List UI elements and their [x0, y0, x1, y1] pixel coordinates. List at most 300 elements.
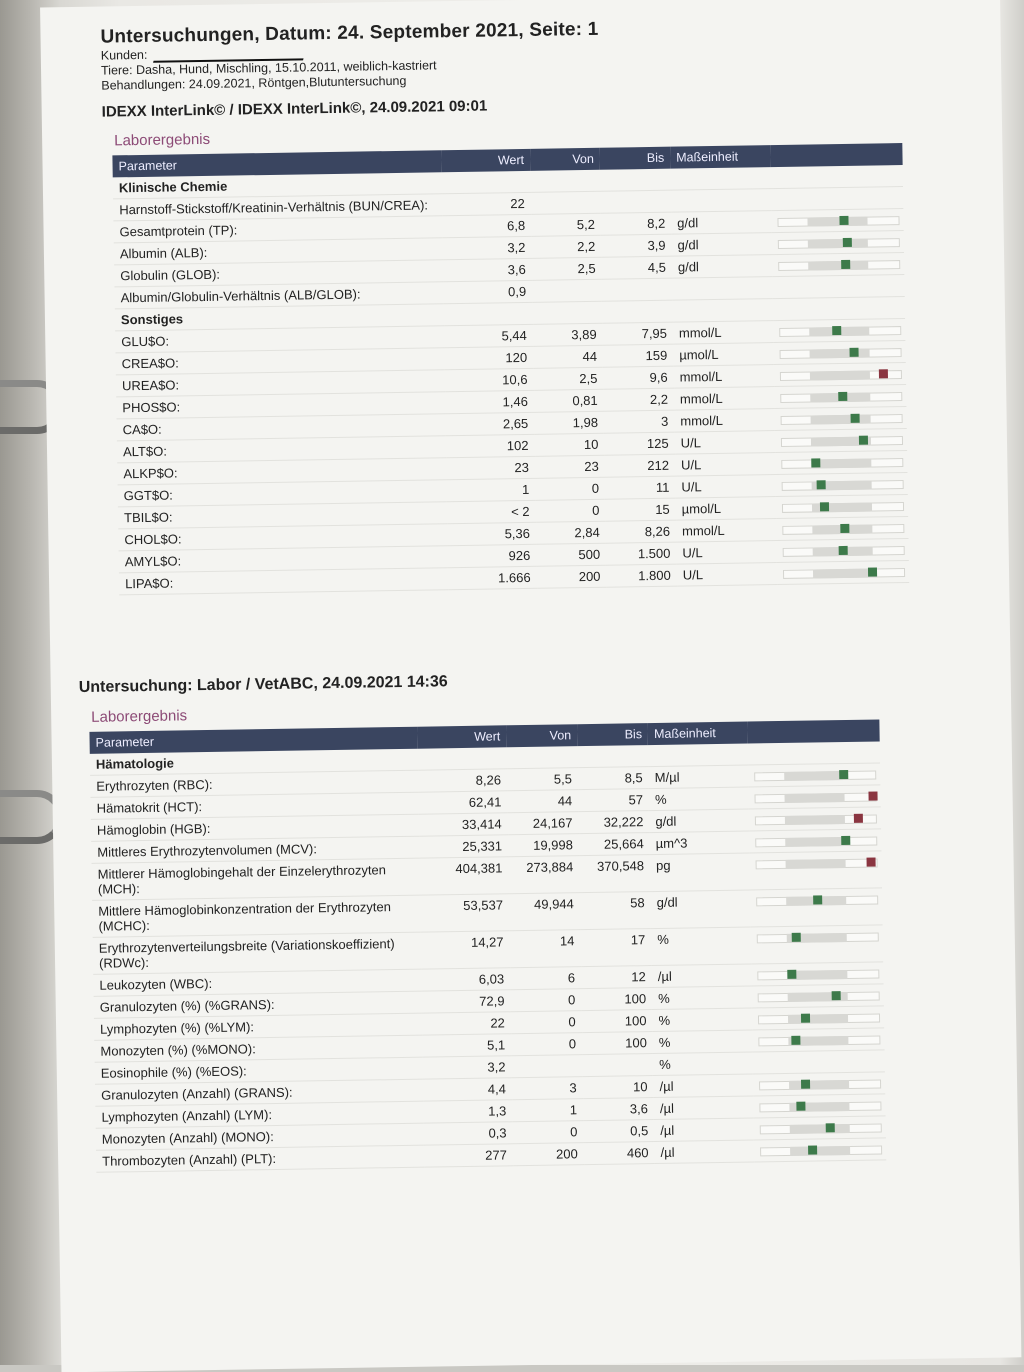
normal-range-band [785, 837, 845, 847]
range-max-cell: 8,2 [601, 212, 672, 235]
parameter-name: Monozyten (Anzahl) (MONO): [96, 1123, 424, 1150]
unit-cell [672, 277, 773, 301]
normal-value-marker [838, 392, 847, 401]
high-value-marker [868, 791, 877, 800]
unit-cell: mmol/L [673, 321, 774, 345]
range-indicator [759, 1077, 879, 1089]
range-min-cell: 2,5 [533, 367, 603, 390]
range-min-cell: 0,81 [534, 389, 604, 412]
parameter-name: ALKP$O: [117, 458, 446, 485]
parameter-name: Harnstoff-Stickstoff/Kreatinin-Verhältnis (BUN/CREA): [113, 194, 442, 221]
parameter-name: Globulin (GLOB): [114, 260, 443, 287]
normal-range-band [807, 217, 867, 227]
normal-value-marker [841, 260, 850, 269]
range-min-cell: 0 [511, 1033, 582, 1056]
value-cell: 8,26 [418, 769, 507, 792]
value-cell: 6,8 [442, 214, 531, 237]
value-cell: 5,44 [444, 324, 533, 347]
value-cell: 3,6 [443, 258, 532, 281]
normal-range-band [788, 1014, 848, 1024]
unit-cell: /µl [652, 964, 752, 988]
range-max-cell: 3,6 [583, 1098, 654, 1121]
value-cell: 5,36 [447, 522, 536, 545]
unit-cell: mmol/L [673, 365, 774, 389]
unit-cell: µmol/L [673, 343, 774, 367]
hematology-section [79, 665, 967, 1173]
range-indicator-cell [774, 384, 906, 408]
range-max-cell: 58 [580, 892, 651, 930]
value-cell: 2,65 [445, 412, 534, 435]
lab-result-title: Laborergebnis [114, 130, 211, 150]
value-cell: 0,3 [423, 1122, 512, 1145]
parameter-name: TBIL$O: [118, 502, 447, 529]
range-indicator [777, 214, 897, 226]
range-indicator [779, 324, 899, 336]
range-indicator-cell [751, 962, 883, 986]
normal-value-marker [851, 414, 860, 423]
range-max-cell: 32,222 [578, 811, 649, 834]
range-min-cell: 14 [509, 930, 580, 968]
normal-value-marker [820, 502, 829, 511]
range-indicator-cell [777, 560, 909, 584]
col-von: Von [506, 724, 577, 747]
normal-value-marker [832, 991, 841, 1000]
range-indicator [783, 544, 903, 556]
range-min-cell: 2,2 [531, 235, 601, 258]
range-indicator [754, 769, 874, 781]
range-indicator-cell [774, 406, 906, 430]
unit-cell: g/dl [649, 809, 749, 833]
normal-value-marker [839, 216, 848, 225]
range-min-cell: 3,89 [533, 323, 603, 346]
value-cell: 3,2 [422, 1056, 511, 1079]
range-indicator-cell [774, 362, 906, 386]
value-cell: 1.666 [447, 566, 536, 589]
unit-cell: U/L [675, 475, 776, 499]
value-cell: 22 [422, 1012, 511, 1035]
range-max-cell: 1.500 [606, 542, 677, 565]
high-value-marker [879, 369, 888, 378]
range-indicator-cell [753, 1050, 885, 1074]
normal-value-marker [787, 970, 796, 979]
unit-cell: M/µl [649, 765, 749, 789]
parameter-name: PHOS$O: [116, 392, 445, 419]
normal-value-marker [839, 770, 848, 779]
high-value-marker [854, 814, 863, 823]
range-min-cell: 49,944 [509, 893, 580, 931]
range-indicator-cell [775, 428, 907, 452]
value-cell: 72,9 [421, 990, 510, 1013]
normal-range-band [810, 349, 870, 359]
parameter-name: Lymphozyten (Anzahl) (LYM): [95, 1101, 423, 1128]
range-max-cell: 100 [582, 1032, 653, 1055]
value-cell: 1,46 [445, 390, 534, 413]
normal-value-marker [796, 1102, 805, 1111]
value-cell: 926 [447, 544, 536, 567]
parameter-name: LIPA$O: [119, 568, 448, 595]
parameter-name: Leukozyten (WBC): [93, 969, 421, 996]
range-max-cell: 2,2 [604, 388, 675, 411]
normal-range-band [790, 1124, 850, 1134]
normal-value-marker [813, 895, 822, 904]
range-min-cell: 24,167 [508, 812, 579, 835]
normal-value-marker [826, 1123, 835, 1132]
parameter-name: Gesamtprotein (TP): [113, 216, 442, 243]
range-indicator [758, 1012, 878, 1024]
range-indicator [755, 835, 875, 847]
normal-value-marker [850, 348, 859, 357]
parameter-name: ALT$O: [117, 436, 446, 463]
range-max-cell: 3,9 [601, 234, 672, 257]
col-bis: Bis [577, 723, 648, 746]
range-indicator [760, 1143, 880, 1155]
range-indicator-cell [750, 888, 883, 927]
parameter-name: Albumin (ALB): [114, 238, 443, 265]
normal-value-marker [843, 238, 852, 247]
normal-range-band [785, 793, 845, 803]
range-indicator-cell [754, 1138, 886, 1162]
normal-value-marker [868, 567, 877, 576]
normal-value-marker [801, 1014, 810, 1023]
range-max-cell: 57 [578, 789, 649, 812]
unit-cell: U/L [677, 563, 778, 587]
value-cell: 22 [442, 192, 531, 215]
range-indicator-cell [752, 1006, 884, 1030]
range-indicator-cell [748, 763, 880, 787]
range-max-cell: 4,5 [601, 256, 672, 279]
unit-cell: /µl [653, 1074, 753, 1098]
range-max-cell: 15 [605, 498, 676, 521]
report-header [100, 13, 969, 595]
range-indicator-cell [776, 516, 908, 540]
range-indicator-cell [749, 807, 881, 831]
value-cell: 25,331 [419, 835, 508, 858]
range-min-cell: 500 [536, 543, 606, 566]
value-cell: 3,2 [442, 236, 531, 259]
unit-cell: g/dl [671, 233, 772, 257]
range-min-cell: 5,2 [531, 213, 601, 236]
range-max-cell: 212 [605, 454, 676, 477]
hematology-table [89, 719, 886, 1172]
range-max-cell: 159 [603, 344, 674, 367]
range-indicator-cell [749, 829, 881, 853]
unit-cell: pg [650, 853, 750, 892]
range-max-cell: 12 [581, 966, 652, 989]
value-cell: 5,1 [422, 1034, 511, 1057]
range-min-cell: 0 [535, 477, 605, 500]
group-name: Klinische Chemie [113, 165, 903, 199]
normal-value-marker [841, 836, 850, 845]
normal-range-band [808, 239, 868, 249]
range-indicator [782, 478, 902, 490]
value-cell: 62,41 [418, 791, 507, 814]
parameter-name: Thrombozyten (Anzahl) (PLT): [96, 1145, 424, 1172]
parameter-name: CREA$O: [115, 348, 444, 375]
range-indicator [778, 258, 898, 270]
unit-cell: % [652, 1008, 752, 1032]
report-title: Untersuchungen, Datum: 24. September 2021, Seite: 1 [100, 18, 599, 48]
range-max-cell: 7,95 [602, 322, 673, 345]
range-max-cell: 9,6 [603, 366, 674, 389]
col-bis: Bis [600, 147, 671, 170]
range-indicator [760, 1121, 880, 1133]
value-cell: 53,537 [420, 894, 510, 932]
normal-range-band [786, 859, 846, 869]
unit-cell: g/dl [672, 255, 773, 279]
range-min-cell: 273,884 [508, 856, 579, 894]
normal-range-band [785, 815, 845, 825]
range-indicator-cell [752, 984, 884, 1008]
range-max-cell: 10 [583, 1076, 654, 1099]
range-indicator-cell [773, 318, 905, 342]
unit-cell: % [651, 927, 751, 966]
unit-cell: g/dl [671, 211, 772, 235]
range-min-cell: 0 [510, 989, 581, 1012]
parameter-name: GGT$O: [118, 480, 447, 507]
range-indicator [780, 390, 900, 402]
range-indicator-cell [748, 785, 880, 809]
range-max-cell [600, 190, 671, 213]
unit-cell: % [653, 1030, 753, 1054]
value-cell: 33,414 [418, 813, 507, 836]
col-wert: Wert [441, 149, 530, 172]
normal-value-marker [791, 1036, 800, 1045]
parameter-name: CA$O: [117, 414, 446, 441]
range-indicator [757, 968, 877, 980]
range-indicator-cell [753, 1072, 885, 1096]
parameter-name: Mittleres Erythrozytenvolumen (MCV): [91, 836, 419, 863]
range-max-cell: 1.800 [606, 564, 677, 587]
group-name: Hämatologie [90, 741, 880, 775]
range-indicator [755, 813, 875, 825]
source-title: IDEXX InterLink© / IDEXX InterLink©, 24.09.2021 09:01 [101, 97, 488, 121]
range-indicator-cell [772, 252, 904, 276]
range-max-cell: 370,548 [579, 855, 650, 893]
range-min-cell: 200 [536, 565, 606, 588]
range-indicator [782, 522, 902, 534]
range-indicator-cell [749, 851, 882, 890]
chemistry-table [112, 143, 909, 595]
unit-cell: mmol/L [676, 519, 777, 543]
unit-cell: µmol/L [676, 497, 777, 521]
value-cell: 0,9 [443, 280, 532, 303]
customer-label: Kunden: [100, 47, 148, 63]
range-indicator-cell [753, 1094, 885, 1118]
range-indicator [779, 346, 899, 358]
value-cell: 120 [444, 346, 533, 369]
range-min-cell [531, 191, 601, 214]
parameter-name: Hämatokrit (HCT): [90, 792, 418, 819]
value-cell: 1 [446, 478, 535, 501]
range-min-cell: 0 [535, 499, 605, 522]
range-min-cell: 6 [510, 967, 581, 990]
normal-range-band [784, 771, 844, 781]
range-max-cell [582, 1054, 653, 1077]
range-indicator [758, 990, 878, 1002]
parameter-name: Mittlere Hämoglobinkonzentration der Erythrozyten (MCHC): [92, 895, 420, 937]
value-cell: < 2 [446, 500, 535, 523]
range-min-cell: 1 [512, 1099, 583, 1122]
range-indicator [778, 236, 898, 248]
normal-range-band [808, 261, 868, 271]
range-indicator [781, 434, 901, 446]
unit-cell: U/L [675, 431, 776, 455]
range-max-cell: 0,5 [583, 1120, 654, 1143]
normal-value-marker [832, 326, 841, 335]
value-cell: 6,03 [421, 968, 510, 991]
parameter-name: Erythrozytenverteilungsbreite (Variationskoeffizient) (RDWc): [93, 932, 421, 974]
parameter-name: Mittlerer Hämoglobingehalt der Einzelerythrozyten (MCH): [92, 858, 420, 900]
range-min-cell: 2,84 [536, 521, 606, 544]
range-min-cell: 44 [533, 345, 603, 368]
range-indicator [782, 500, 902, 512]
range-indicator-cell [777, 538, 909, 562]
range-indicator [756, 894, 876, 906]
range-min-cell: 200 [513, 1143, 584, 1166]
range-indicator-cell [754, 1116, 886, 1140]
parameter-name: Eosinophile (%) (%EOS): [95, 1057, 423, 1084]
lab-report-page [40, 0, 1021, 1372]
normal-value-marker [817, 480, 826, 489]
unit-cell: mmol/L [674, 387, 775, 411]
unit-cell [671, 189, 772, 213]
normal-value-marker [811, 458, 820, 467]
range-min-cell [511, 1055, 582, 1078]
unit-cell: /µl [654, 1118, 754, 1142]
range-indicator-cell [772, 231, 904, 255]
range-indicator-cell [775, 472, 907, 496]
range-min-cell: 2,5 [532, 257, 602, 280]
range-max-cell [602, 278, 673, 301]
normal-value-marker [801, 1080, 810, 1089]
parameter-name: UREA$O: [116, 370, 445, 397]
normal-value-marker [859, 436, 868, 445]
high-value-marker [867, 858, 876, 867]
parameter-name: Hämoglobin (HGB): [91, 814, 419, 841]
range-indicator [781, 412, 901, 424]
value-cell: 10,6 [444, 368, 533, 391]
range-min-cell: 1,98 [534, 411, 604, 434]
range-indicator-cell [771, 209, 903, 233]
col-parameter: Parameter [112, 150, 441, 177]
range-min-cell: 23 [535, 455, 605, 478]
value-cell: 23 [446, 456, 535, 479]
normal-value-marker [839, 546, 848, 555]
range-indicator [756, 857, 876, 869]
range-indicator [780, 368, 900, 380]
value-cell: 404,381 [419, 857, 509, 895]
range-min-cell: 5,5 [507, 768, 578, 791]
range-indicator [783, 566, 903, 578]
treatment-line: Behandlungen: 24.09.2021, Röntgen,Blutuntersuchung [101, 73, 407, 93]
range-max-cell: 125 [604, 432, 675, 455]
unit-cell: g/dl [650, 890, 750, 929]
parameter-name: Granulozyten (Anzahl) (GRANS): [95, 1079, 423, 1106]
unit-cell: /µl [654, 1096, 754, 1120]
normal-range-band [790, 1146, 850, 1156]
parameter-name: Lymphozyten (%) (%LYM): [94, 1013, 422, 1040]
col-parameter: Parameter [89, 727, 417, 754]
normal-value-marker [792, 933, 801, 942]
col-unit: Maßeinheit [648, 722, 748, 746]
redacted-customer-scribble [153, 46, 307, 62]
unit-cell: U/L [676, 541, 777, 565]
parameter-name: AMYL$O: [119, 546, 448, 573]
range-min-cell: 0 [512, 1121, 583, 1144]
normal-range-band [789, 1080, 849, 1090]
range-indicator [757, 931, 877, 943]
range-indicator-cell [752, 1028, 884, 1052]
parameter-name: GLU$O: [115, 326, 444, 353]
col-von: Von [530, 148, 600, 171]
col-unit: Maßeinheit [670, 145, 771, 169]
range-indicator-cell [772, 274, 904, 298]
range-max-cell: 3 [604, 410, 675, 433]
unit-cell: /µl [654, 1140, 754, 1164]
col-range-bar [747, 719, 879, 743]
unit-cell: U/L [675, 453, 776, 477]
normal-range-band [810, 371, 870, 381]
range-min-cell [532, 279, 602, 302]
range-min-cell: 0 [511, 1011, 582, 1034]
parameter-name: Erythrozyten (RBC): [90, 770, 418, 797]
normal-value-marker [840, 524, 849, 533]
range-indicator [759, 1099, 879, 1111]
range-max-cell: 100 [581, 988, 652, 1011]
range-min-cell: 19,998 [508, 834, 579, 857]
col-range-bar [770, 143, 902, 167]
section2-title: Untersuchung: Labor / VetABC, 24.09.2021 14:36 [78, 673, 448, 697]
animal-line: Tiere: Dasha, Hund, Mischling, 15.10.2011, weiblich-kastriert [100, 58, 437, 78]
unit-cell: % [652, 986, 752, 1010]
range-indicator-cell [751, 925, 884, 964]
value-cell: 14,27 [420, 931, 510, 969]
range-indicator [758, 1033, 878, 1045]
normal-range-band [811, 415, 871, 425]
col-wert: Wert [417, 725, 506, 748]
range-indicator-cell [771, 187, 903, 211]
range-max-cell: 100 [582, 1010, 653, 1033]
range-max-cell: 25,664 [579, 833, 650, 856]
range-min-cell: 3 [512, 1077, 583, 1100]
unit-cell: mmol/L [674, 409, 775, 433]
range-min-cell: 10 [534, 433, 604, 456]
unit-cell: µm^3 [650, 831, 750, 855]
range-indicator [781, 456, 901, 468]
range-min-cell: 44 [507, 790, 578, 813]
range-max-cell: 8,5 [578, 767, 649, 790]
normal-range-band [813, 569, 873, 579]
range-max-cell: 460 [584, 1142, 655, 1165]
range-max-cell: 8,26 [606, 520, 677, 543]
value-cell: 102 [445, 434, 534, 457]
parameter-name: CHOL$O: [118, 524, 447, 551]
unit-cell: % [653, 1052, 753, 1076]
range-indicator-cell [775, 450, 907, 474]
normal-value-marker [808, 1145, 817, 1154]
range-max-cell: 17 [580, 929, 651, 967]
value-cell: 1,3 [423, 1100, 512, 1123]
unit-cell: % [649, 787, 749, 811]
range-max-cell: 11 [605, 476, 676, 499]
group-name: Sonstiges [115, 296, 905, 330]
range-indicator-cell [773, 340, 905, 364]
parameter-name: Monozyten (%) (%MONO): [94, 1035, 422, 1062]
range-indicator-cell [776, 494, 908, 518]
parameter-name: Granulozyten (%) (%GRANS): [94, 991, 422, 1018]
value-cell: 4,4 [423, 1078, 512, 1101]
parameter-name: Albumin/Globulin-Verhältnis (ALB/GLOB): [114, 282, 443, 309]
